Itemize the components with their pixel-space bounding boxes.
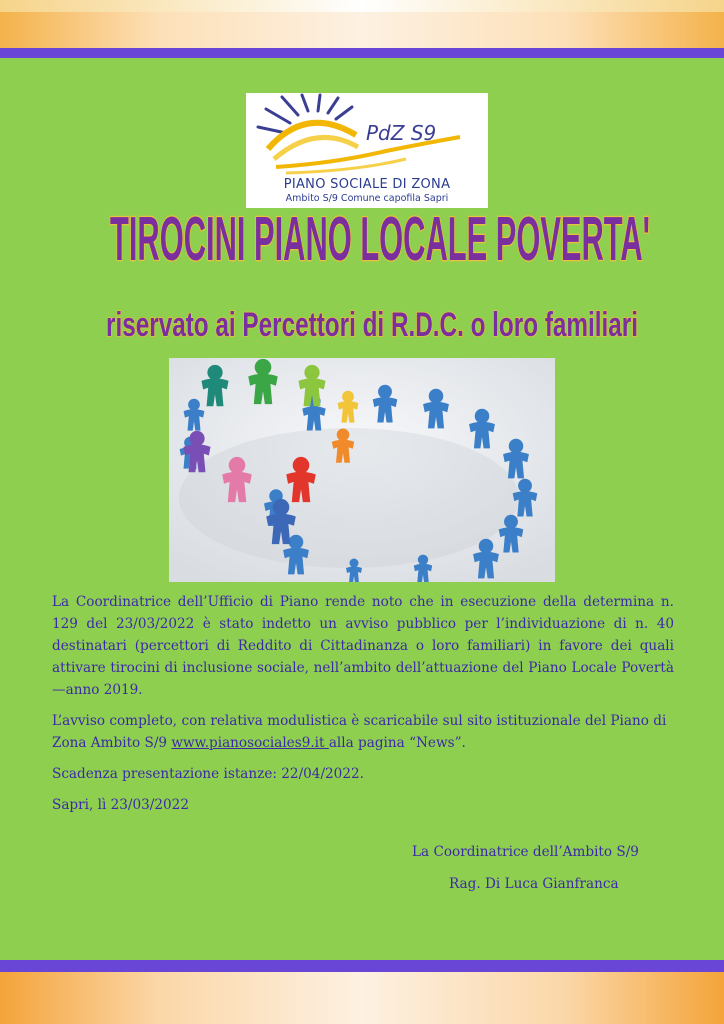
subheadline-wordart: [102, 296, 642, 350]
download-text-end: alla pagina “News”.: [328, 735, 466, 751]
website-link[interactable]: www.pianosociales9.it: [171, 735, 329, 751]
download-paragraph: [52, 710, 674, 754]
announcement-paragraph: La Coordinatrice dell’Ufficio di Piano rende noto che in esecuzione della determina n. 129 del 23/03/2022 è stato indetto un avviso pubblico per l’individuazione di n. 40 destinatari (percettori di Reddito di Cittadinanza o loro familiari) in favore dei quali attivare tirocini di inclusione sociale, nell’ambito dell’attuazione del Piano Locale Povertà—anno 2019.: [52, 594, 674, 698]
people-circle-figures-icon: [169, 358, 555, 582]
place-date-text: Sapri, lì 23/03/2022: [52, 797, 189, 813]
headline-wordart: [100, 186, 660, 276]
signature-role: La Coordinatrice dell’Ambito S/9: [412, 844, 639, 860]
deadline-text: Scadenza presentazione istanze: 22/04/2022.: [52, 766, 364, 782]
top-stripe: [0, 48, 724, 58]
logo-mark: PdZ S9: [366, 121, 437, 145]
announcement-body: [52, 591, 674, 825]
download-text: L’avviso completo, con relativa modulistica è scaricabile sul sito istituzionale del Piano di Zona Ambito S/9: [52, 713, 667, 751]
subheadline: riservato ai Percettori di R.D.C. o loro familiari: [106, 306, 638, 344]
headline: TIROCINI PIANO LOCALE POVERTA': [110, 205, 650, 274]
logo-subtitle: Ambito S/9 Comune capofila Sapri: [285, 193, 449, 204]
people-circle-image: [169, 358, 555, 582]
bottom-stripe: [0, 960, 724, 972]
bottom-border-band: [0, 972, 724, 1024]
logo-title: PIANO SOCIALE DI ZONA: [283, 177, 451, 192]
signature-name: Rag. Di Luca Gianfranca: [449, 876, 619, 892]
